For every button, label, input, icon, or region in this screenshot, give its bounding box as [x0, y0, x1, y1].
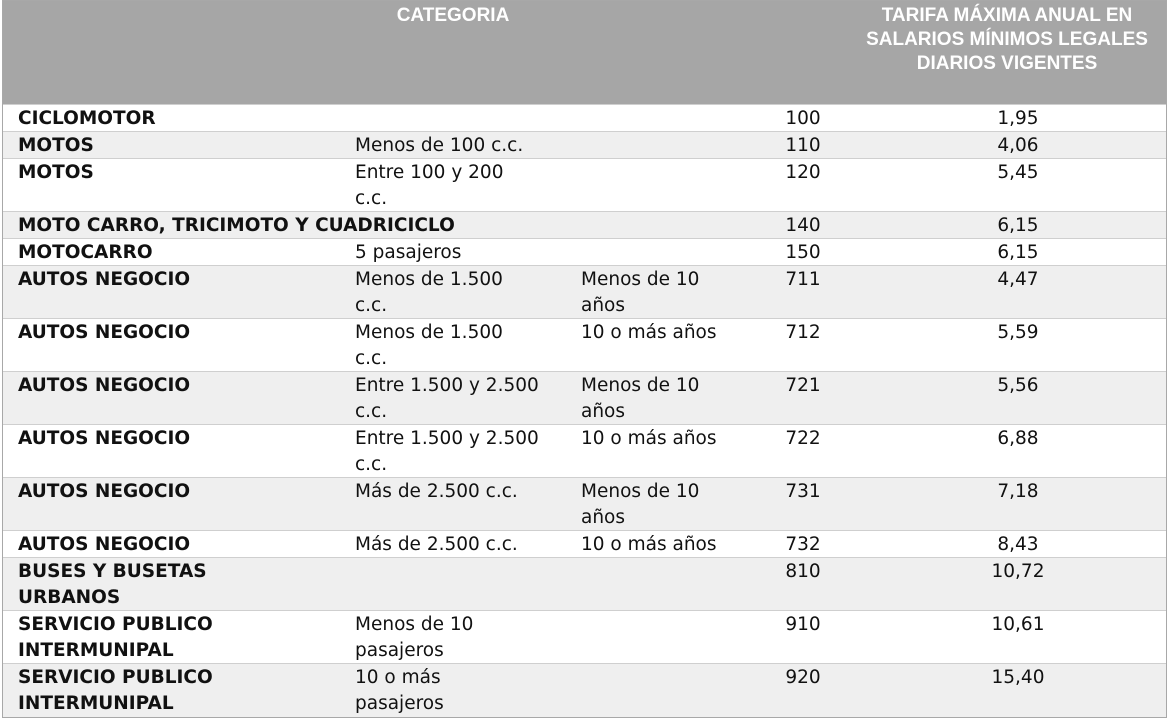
table-row: [3, 371, 1166, 424]
subcategory-cell: Menos de 10 pasajeros: [355, 614, 474, 661]
subcategory-cell: Entre 1.500 y 2.500 c.c.: [355, 375, 539, 422]
category-name: AUTOS NEGOCIO: [18, 428, 191, 449]
category-name: MOTOCARRO: [18, 242, 153, 263]
table-row: [3, 318, 1166, 371]
age-cell: Menos de 10 años: [581, 481, 700, 528]
code-cell: 722: [785, 428, 821, 449]
category-name: AUTOS NEGOCIO: [18, 481, 191, 502]
age-cell: 10 o más años: [581, 428, 717, 449]
category-name: SERVICIO PUBLICO INTERMUNIPAL: [18, 667, 213, 714]
category-name: AUTOS NEGOCIO: [18, 322, 191, 343]
code-cell: 120: [785, 162, 821, 183]
code-cell: 721: [785, 375, 821, 396]
tariff-value: 15,40: [991, 667, 1045, 688]
age-cell: 10 o más años: [581, 322, 717, 343]
table-row: [3, 663, 1166, 718]
tariff-value: 10,61: [991, 614, 1045, 635]
subcategory-cell: Menos de 100 c.c.: [355, 135, 524, 156]
table-row: [3, 238, 1166, 265]
tariff-value: 6,88: [997, 428, 1039, 449]
category-name: AUTOS NEGOCIO: [18, 534, 191, 555]
code-cell: 731: [785, 481, 821, 502]
category-name: AUTOS NEGOCIO: [18, 375, 191, 396]
tariff-value: 4,47: [997, 269, 1039, 290]
code-cell: 920: [785, 667, 821, 688]
table-row: [3, 530, 1166, 557]
age-cell: Menos de 10 años: [581, 269, 700, 316]
subcategory-cell: Más de 2.500 c.c.: [355, 481, 518, 502]
category-name: SERVICIO PUBLICO INTERMUNIPAL: [18, 614, 213, 661]
category-name: CICLOMOTOR: [18, 108, 156, 129]
code-cell: 140: [785, 215, 821, 236]
tariff-table: [2, 0, 1167, 718]
table-row: [3, 424, 1166, 477]
table-header: [3, 1, 1166, 104]
tariff-value: 5,56: [997, 375, 1039, 396]
subcategory-cell: Más de 2.500 c.c.: [355, 534, 518, 555]
subcategory-cell: Entre 1.500 y 2.500 c.c.: [355, 428, 539, 475]
subcategory-cell: 5 pasajeros: [355, 242, 462, 263]
code-cell: 712: [785, 322, 821, 343]
table-row: [3, 104, 1166, 131]
tariff-value: 8,43: [997, 534, 1039, 555]
table-row: [3, 265, 1166, 318]
age-cell: Menos de 10 años: [581, 375, 700, 422]
code-cell: 110: [785, 135, 821, 156]
subcategory-cell: 10 o más pasajeros: [355, 667, 444, 714]
header-categoria: CATEGORIA: [396, 5, 510, 26]
code-cell: 910: [785, 614, 821, 635]
category-name: MOTOS: [18, 135, 94, 156]
table-row: [3, 610, 1166, 663]
tariff-value: 6,15: [997, 215, 1039, 236]
table-row: [3, 557, 1166, 610]
tariff-value: 7,18: [997, 481, 1039, 502]
category-name: BUSES Y BUSETAS URBANOS: [18, 561, 207, 608]
tariff-value: 10,72: [991, 561, 1045, 582]
header-tarifa: TARIFA MÁXIMA ANUAL EN SALARIOS MÍNIMOS LEGALES DIARIOS VIGENTES: [866, 5, 1148, 74]
subcategory-cell: Menos de 1.500 c.c.: [355, 322, 503, 369]
tariff-value: 1,95: [997, 108, 1039, 129]
code-cell: 711: [785, 269, 821, 290]
code-cell: 810: [785, 561, 821, 582]
category-name: MOTO CARRO, TRICIMOTO Y CUADRICICLO: [18, 215, 455, 236]
tariff-value: 5,59: [997, 322, 1039, 343]
age-cell: 10 o más años: [581, 534, 717, 555]
table-row: [3, 158, 1166, 211]
code-cell: 150: [785, 242, 821, 263]
tariff-value: 4,06: [997, 135, 1039, 156]
code-cell: 100: [785, 108, 821, 129]
table-row: [3, 131, 1166, 158]
tariff-value: 6,15: [997, 242, 1039, 263]
category-name: MOTOS: [18, 162, 94, 183]
subcategory-cell: Entre 100 y 200 c.c.: [355, 162, 504, 209]
subcategory-cell: Menos de 1.500 c.c.: [355, 269, 503, 316]
table-row: [3, 211, 1166, 238]
category-name: AUTOS NEGOCIO: [18, 269, 191, 290]
tariff-value: 5,45: [997, 162, 1039, 183]
code-cell: 732: [785, 534, 821, 555]
table-row: [3, 477, 1166, 530]
